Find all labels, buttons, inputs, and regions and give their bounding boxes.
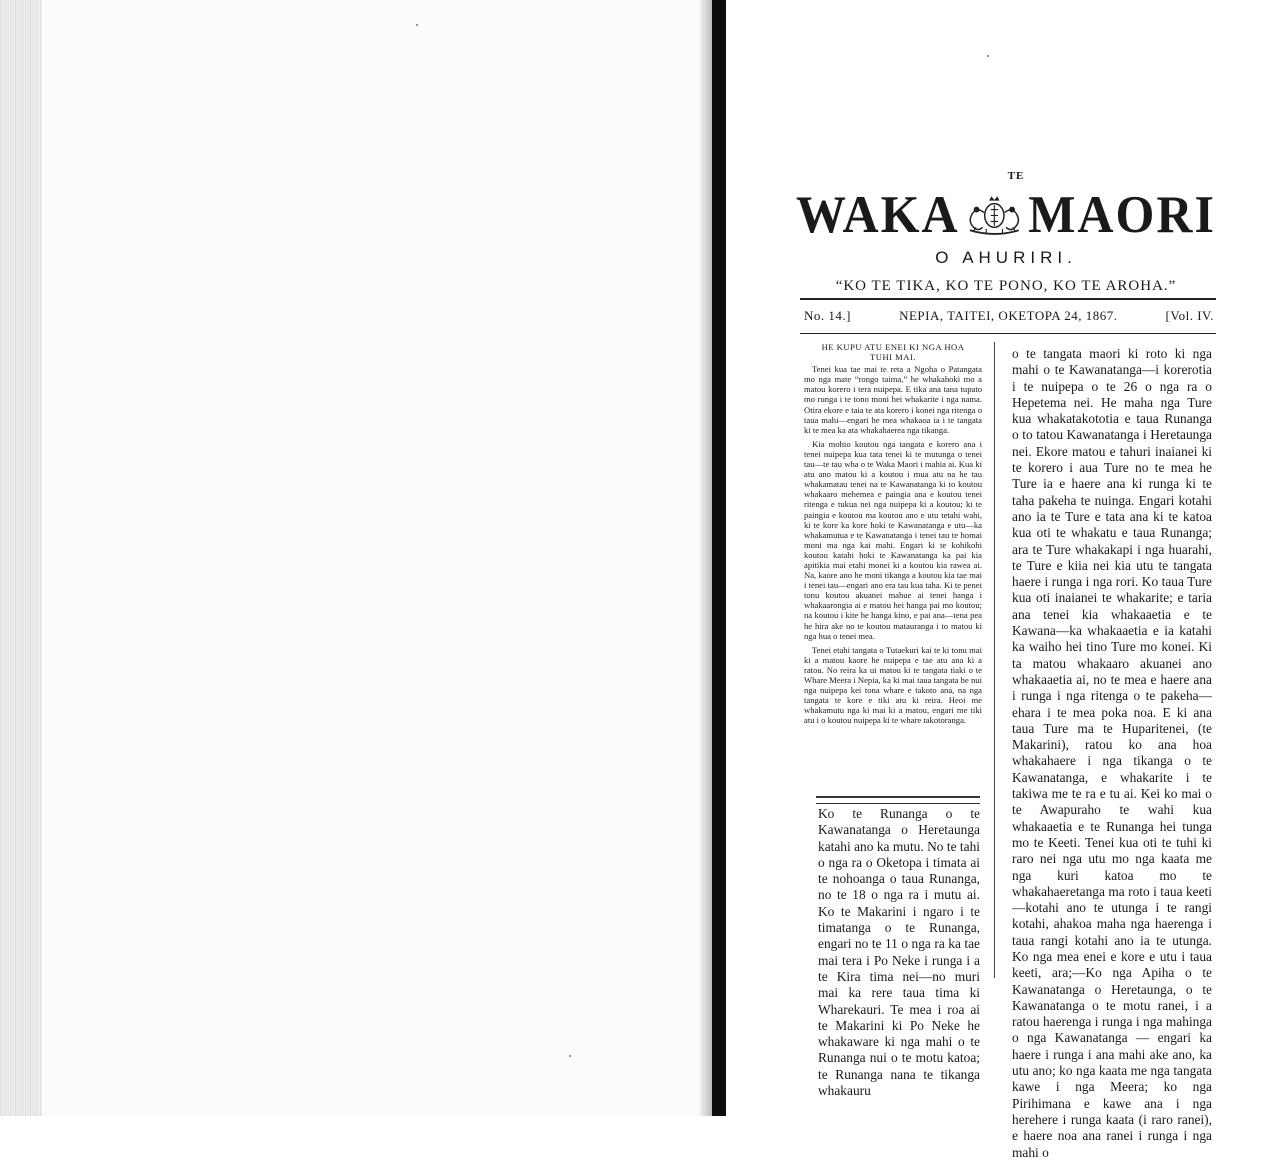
article-2-text: Ko te Runanga o te Kawanatanga o Heretaunga katahi ano ka mutu. No te tahi o nga ra o Oketopa i timata ai te nohoanga o taua Runanga, no te 18 o nga ra i mutu ai. Ko te Makarini i ngaro i te timatanga o te Runanga, engari no te 11 o nga ra ka tae mai tera i Po Neke i runga i a te Kira tima nei—no muri mai ka rere taua tima ki Wharekauri. Te mea i roa ai te Makarini ki Po Neke he whakaware ki nga mahi o te Runanga nui o te motu katoa; te Runanga nana te tikanga whakauru bbox=[818, 806, 980, 1099]
article-paragraph: Tenei kua tae mai te reta a Ngoha o Patangata mo nga mate “rongo taima,” he whakahoki mo a matou korero i tera nuipepa. E tika ana tana tupato mo runga i te tono moni hei whakarite i nga nama. Otira ekore e taia te ata korero i konei nga ritenga o taua mahi—engari he mea whakaoa ia i te tangata ki te mea ka ata whakahaerea nga tikanga. bbox=[804, 364, 982, 435]
column-right-text: o te tangata maori ki roto ki nga mahi o te Kawanatanga—i korerotia i te nuipepa o te 26 o nga ra o Hepetema nei. He maha nga Ture kua whakatakototia e taua Runanga o to tatou Kawanatanga i Heretaunga nei. Ekore matou e tahuri inaianei ki te korero i aua Ture no te mea he Ture ia e haere ana ki runga ki te taha pakeha te nuinga. Engari kotahi ano ia te Ture e tata ana ki te katoa kua oti te whakatu e taua Runanga; ara te Ture whakakapi i nga huarahi, te Ture e kiia nei kia utu te tangata haere i runga i nga rori. Ko taua Ture kua oti inaianei te whakarite; e taria ana tenei kia whakaaetia e te Kawana—ka whakaaetia e ia katahi ka waiho hei tino Ture mo konei. Ki ta matou whakaaro akuanei ano whakaaetia ai, no te mea e haere ana i runga i nga ritenga o te pakeha—ehara i te mea poka noa. E ki ana taua Ture ma te Huparitenei, (te Makarini), ratou ko ana hoa whakahaere i nga tikanga o te Kawanatanga, e whakarite i te takiwa me te ra e tu ai. Kei ko mai o te Awapuraho te wahi kua whakaaetia e te Runanga hei tunga mo te Keeti. Tenei kua oti te tuhi ki raro nei nga utu mo nga kaata me nga kuri katoa mo te whakahaeretanga ma roto i taua keeti—kotahi ano te utunga i te rangi kotahi, ahakoa maha nga haerenga i taua rangi kotahi ano ia te utunga. Ko nga mea enei e kore e utu i taua keeti, ara;—Ko nga Apiha o te Kawanatanga o Heretaunga, o te Kawanatanga o te motu ranei, i a ratou haerenga i runga i nga mahinga o nga Kawanatanga — engari ka haere i runga i ana mahi ake ano, ka utu ano; ko nga kaata me nga tangata kawe i nga Meera; ko nga Pirihimana e kawe ana i nga herehere i runga kaata (i raro ranei), e haere noa ana ranei i runga i nga mahi o bbox=[1012, 346, 1212, 1160]
title-left: WAKA bbox=[796, 184, 960, 244]
column-left-lower bbox=[818, 806, 980, 1099]
article-heading bbox=[804, 342, 982, 362]
page-edge-stack bbox=[0, 0, 42, 1116]
paper-speck bbox=[416, 24, 418, 26]
article-heading-line-1: HE KUPU ATU ENEI KI NGA HOA bbox=[821, 342, 965, 352]
royal-crest-icon bbox=[964, 186, 1025, 242]
column-divider bbox=[994, 342, 995, 978]
issue-place-date: NEPIA, TAITEI, OKETOPA 24, 1867. bbox=[899, 308, 1118, 323]
column-right bbox=[1012, 346, 1212, 1165]
issue-line bbox=[804, 308, 1214, 324]
article-paragraph: Tenei etahi tangata o Tutaekuri kai te ki tonu mai ki a matou kaore he nuipepa e tae atu ana ki a ratou. No reira ka ui matou ki te tangata tiaki o te Whare Meera i Nepia, ka ki mai taua tangata he nui nga nuipepa kei tona whare e takoto ana, na nga tangata te kore e tiki atu ki reira. Heoi me whakamutu nga ki mai ki a matou, engari me tiki atu i o koutou nuipepa ki te whare takotoranga. bbox=[804, 644, 982, 726]
article-paragraph: Kia mohio koutou nga tangata e korero ana i tenei nuipepa kua tata tenei ki te mutunga o tenei tau—te tau wha o te Waka Maori i mahia ai. Kua ki atu ano matou ki a koutou i mua atu na he tau whakamatau tenei na te Kawanatanga ki to koutou whakaaro mehemea e paingia ana e koutou tenei ritenga e tukua nei nga nuipepa ki a koutou; ki te paingia e koutou ma koutou ano e utu tetahi wahi, ki te kore ka kore hoki te Kawanatanga e utu—ka whakamutua e te Kawanatanga i tenei tau te homai moni ma nga kai mahi. Engari ki te kohikohi koutou katahi hoki te Kawanatanga ka pai kia apitikia mai etahi monei ki a koutou kia rawea ai. Na, kaore ano he moni tikanga a koutou kia tae mai i tenei tau—engari ano era tau kua taha. Ki te penei tonu koutou akuanei mahue ai tenei hanga i whakaarongia ai e matou hei hanga pai mo koutou; na koutou i kite he hanga kino, e pai ana—tena pea he hira ake no te koutou matauranga i to matou ki nga hua o tenei mea. bbox=[804, 438, 982, 641]
masthead-te: TE bbox=[1007, 170, 1025, 182]
book-gutter bbox=[712, 0, 726, 1116]
article-separator bbox=[816, 796, 980, 804]
masthead-title bbox=[796, 186, 1216, 242]
title-right: MAORI bbox=[1028, 184, 1216, 244]
gutter-shadow bbox=[700, 0, 712, 1116]
masthead-motto: “KO TE TIKA, KO TE PONO, KO TE AROHA.” bbox=[835, 278, 1177, 294]
paper-speck bbox=[569, 1055, 571, 1057]
masthead-subtitle: O AHURIRI. bbox=[935, 248, 1077, 267]
issue-volume: [Vol. IV. bbox=[1165, 308, 1214, 323]
article-heading-line-2: TUHI MAI. bbox=[869, 352, 917, 363]
paper-speck bbox=[987, 55, 989, 57]
issue-number: No. 14.] bbox=[804, 308, 851, 323]
column-left bbox=[804, 342, 982, 729]
bottom-rule bbox=[800, 333, 1216, 334]
masthead bbox=[796, 170, 1216, 295]
top-rule bbox=[800, 298, 1216, 300]
